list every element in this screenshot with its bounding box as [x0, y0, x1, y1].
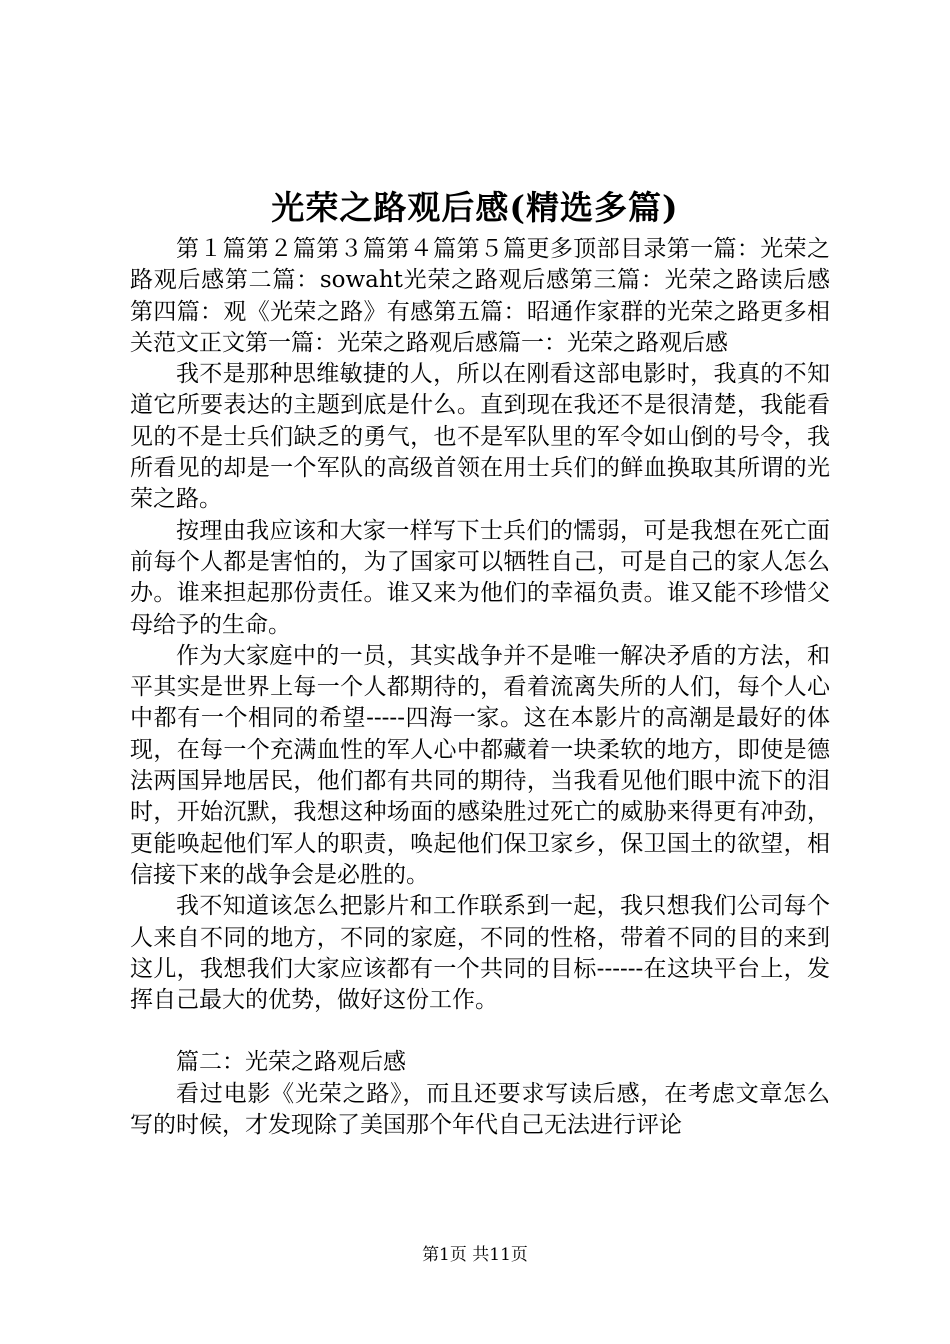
paragraph-1: 我不是那种思维敏捷的人，所以在刚看这部电影时，我真的不知道它所要表达的主题到底是什么。直到现在我还不是很清楚，我能看见的不是士兵们缺乏的勇气，也不是军队里的军令如山倒的号令，我所看见的却是一个军队的高级首领在用士兵们的鲜血换取其所谓的光荣之路。	[130, 361, 830, 513]
paragraph-toc: 第１篇第２篇第３篇第４篇第５篇更多顶部目录第一篇：光荣之路观后感第二篇：sowaht光荣之路观后感第三篇：光荣之路读后感第四篇：观《光荣之路》有感第五篇：昭通作家群的光荣之路更多相关范文正文第一篇：光荣之路观后感篇一：光荣之路观后感	[130, 236, 830, 356]
section-heading-part-two: 篇二：光荣之路观后感	[176, 1049, 406, 1076]
document-body	[130, 234, 830, 1141]
paragraph-2: 按理由我应该和大家一样写下士兵们的懦弱，可是我想在死亡面前每个人都是害怕的，为了国家可以牺牲自己，可是自己的家人怎么办。谁来担起那份责任。谁又来为他们的幸福负责。谁又能不珍惜父母给予的生命。	[130, 517, 830, 638]
page-number-footer: 第1页 共11页	[422, 1245, 528, 1265]
paragraph-5: 看过电影《光荣之路》，而且还要求写读后感，在考虑文章怎么写的时候，才发现除了美国那个年代自己无法进行评论	[130, 1080, 830, 1139]
document-title: 光荣之路观后感(精选多篇)	[271, 188, 679, 227]
paragraph-4: 我不知道该怎么把影片和工作联系到一起，我只想我们公司每个人来自不同的地方，不同的家庭，不同的性格，带着不同的目的来到这儿，我想我们大家应该都有一个共同的目标------在这块平台上，发挥自己最大的优势，做好这份工作。	[130, 893, 830, 1014]
paragraph-3: 作为大家庭中的一员，其实战争并不是唯一解决矛盾的方法，和平其实是世界上每一个人都期待的，看着流离失所的人们，每个人心中都有一个相同的希望-----四海一家。这在本影片的高潮是最好的体现，在每一个充满血性的军人心中都藏着一块柔软的地方，即使是德法两国异地居民，他们都有共同的期待，当我看见他们眼中流下的泪时，开始沉默，我想这种场面的感染胜过死亡的威胁来得更有冲劲，更能唤起他们军人的职责，唤起他们保卫家乡，保卫国土的欲望，相信接下来的战争会是必胜的。	[130, 642, 830, 888]
